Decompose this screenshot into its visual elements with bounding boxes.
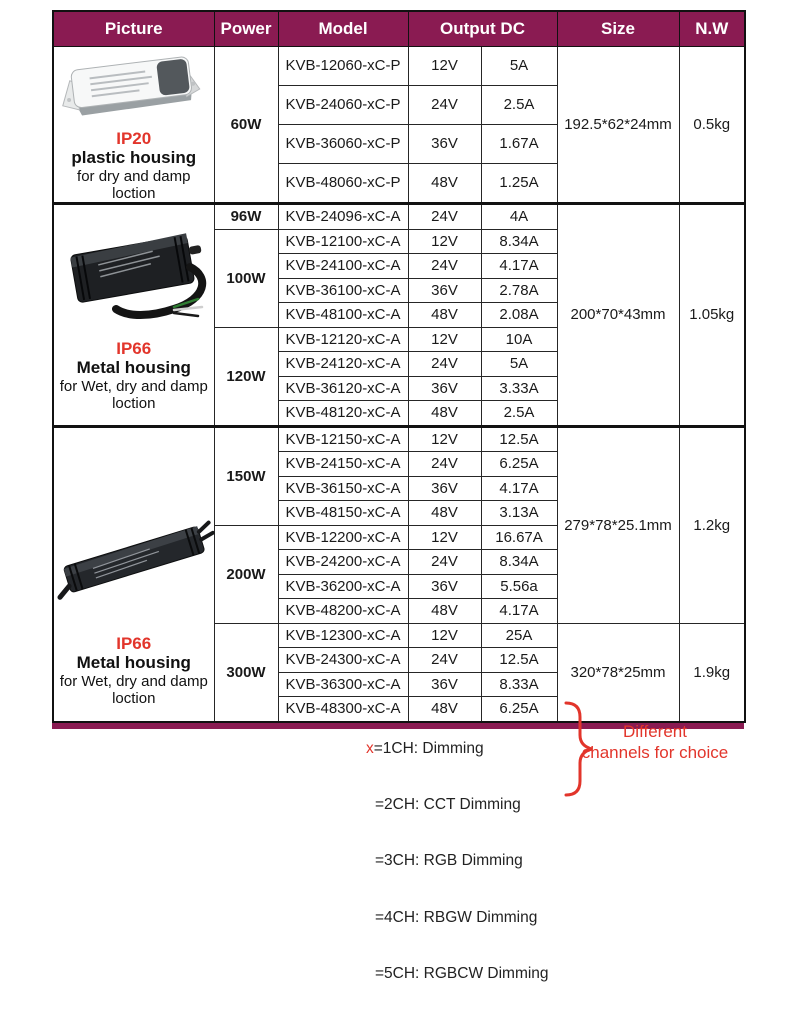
voltage-cell: 24V <box>408 204 481 230</box>
plastic-driver-photo <box>59 47 209 129</box>
usage-label: loction <box>112 185 156 202</box>
voltage-cell: 12V <box>408 229 481 254</box>
table-row <box>53 204 745 230</box>
current-cell: 12.5A <box>481 426 557 452</box>
voltage-cell: 36V <box>408 672 481 697</box>
voltage-cell: 36V <box>408 574 481 599</box>
header-row <box>53 11 745 47</box>
current-cell: 8.34A <box>481 229 557 254</box>
model-cell: KVB-36200-xC-A <box>278 574 408 599</box>
current-cell: 2.5A <box>481 401 557 427</box>
nw-cell: 1.05kg <box>679 204 745 427</box>
usage-label: loction <box>112 689 156 707</box>
current-cell: 8.34A <box>481 550 557 575</box>
current-cell: 6.25A <box>481 452 557 477</box>
power-cell: 120W <box>214 327 278 426</box>
model-cell: KVB-12060-xC-P <box>278 47 408 86</box>
power-cell: 60W <box>214 47 278 204</box>
model-cell: KVB-24100-xC-A <box>278 254 408 279</box>
voltage-cell: 12V <box>408 426 481 452</box>
size-cell: 320*78*25mm <box>557 623 679 722</box>
size-cell: 192.5*62*24mm <box>557 47 679 204</box>
size-cell: 279*78*25.1mm <box>557 426 679 623</box>
picture-cell-plastic <box>53 47 214 204</box>
voltage-cell: 36V <box>408 124 481 163</box>
channel-options-list <box>366 702 549 1022</box>
ip-rating-label: IP66 <box>116 633 152 653</box>
current-cell: 2.5A <box>481 85 557 124</box>
channel-line: =3CH: RGB Dimming <box>375 852 523 870</box>
voltage-cell: 24V <box>408 352 481 377</box>
model-cell: KVB-36060-xC-P <box>278 124 408 163</box>
voltage-cell: 12V <box>408 525 481 550</box>
model-cell: KVB-12150-xC-A <box>278 426 408 452</box>
model-cell: KVB-12300-xC-A <box>278 623 408 648</box>
col-header-output-dc: Output DC <box>408 11 557 47</box>
voltage-cell: 36V <box>408 476 481 501</box>
current-cell: 2.78A <box>481 278 557 303</box>
channels-note <box>576 721 734 763</box>
current-cell: 6.25A <box>481 697 557 722</box>
model-cell: KVB-12120-xC-A <box>278 327 408 352</box>
current-cell: 3.13A <box>481 501 557 526</box>
voltage-cell: 48V <box>408 401 481 427</box>
model-cell: KVB-24060-xC-P <box>278 85 408 124</box>
voltage-cell: 24V <box>408 550 481 575</box>
col-header-power: Power <box>214 11 278 47</box>
voltage-cell: 48V <box>408 501 481 526</box>
voltage-cell: 24V <box>408 85 481 124</box>
model-cell: KVB-24120-xC-A <box>278 352 408 377</box>
channels-note-line: Different <box>623 722 687 741</box>
current-cell: 5A <box>481 352 557 377</box>
voltage-cell: 12V <box>408 623 481 648</box>
voltage-cell: 12V <box>408 327 481 352</box>
ip-rating-label: IP20 <box>116 129 152 148</box>
model-cell: KVB-48100-xC-A <box>278 303 408 328</box>
power-cell: 96W <box>214 204 278 230</box>
current-cell: 8.33A <box>481 672 557 697</box>
voltage-cell: 48V <box>408 697 481 722</box>
model-cell: KVB-36300-xC-A <box>278 672 408 697</box>
housing-type-label: Metal housing <box>76 652 191 672</box>
housing-type-label: plastic housing <box>71 148 197 167</box>
current-cell: 2.08A <box>481 303 557 328</box>
usage-label: for dry and damp <box>77 168 191 185</box>
voltage-cell: 24V <box>408 648 481 673</box>
current-cell: 4A <box>481 204 557 230</box>
channels-note-line: channels for choice <box>581 743 729 762</box>
current-cell: 1.67A <box>481 124 557 163</box>
usage-label: for Wet, dry and damp <box>59 672 208 690</box>
model-cell: KVB-48200-xC-A <box>278 599 408 624</box>
current-cell: 10A <box>481 327 557 352</box>
model-cell: KVB-36100-xC-A <box>278 278 408 303</box>
model-cell: KVB-48120-xC-A <box>278 401 408 427</box>
current-cell: 12.5A <box>481 648 557 673</box>
current-cell: 4.17A <box>481 599 557 624</box>
metal-driver-long-photo <box>56 484 211 634</box>
channel-line: =2CH: CCT Dimming <box>375 795 521 813</box>
model-cell: KVB-24150-xC-A <box>278 452 408 477</box>
voltage-cell: 24V <box>408 254 481 279</box>
usage-label: loction <box>112 395 156 413</box>
size-cell: 200*70*43mm <box>557 204 679 427</box>
current-cell: 5.56a <box>481 574 557 599</box>
table-row <box>53 426 745 452</box>
voltage-cell: 48V <box>408 599 481 624</box>
model-cell: KVB-36150-xC-A <box>278 476 408 501</box>
spec-table-wrap <box>52 10 744 729</box>
model-cell: KVB-24300-xC-A <box>278 648 408 673</box>
channel-line: =4CH: RBGW Dimming <box>375 908 538 926</box>
model-cell: KVB-48150-xC-A <box>278 501 408 526</box>
channel-line: x=1CH: Dimming <box>366 739 484 757</box>
current-cell: 4.17A <box>481 476 557 501</box>
power-cell: 100W <box>214 229 278 327</box>
metal-driver-photo <box>56 217 211 339</box>
model-cell: KVB-24200-xC-A <box>278 550 408 575</box>
usage-label: for Wet, dry and damp <box>59 378 208 396</box>
ip-rating-label: IP66 <box>116 339 152 359</box>
nw-cell: 1.9kg <box>679 623 745 722</box>
model-cell: KVB-24096-xC-A <box>278 204 408 230</box>
voltage-cell: 48V <box>408 163 481 203</box>
voltage-cell: 24V <box>408 452 481 477</box>
nw-cell: 1.2kg <box>679 426 745 623</box>
x-variable: x <box>366 739 374 757</box>
col-header-model: Model <box>278 11 408 47</box>
housing-type-label: Metal housing <box>76 358 191 378</box>
voltage-cell: 36V <box>408 278 481 303</box>
col-header-nw: N.W <box>679 11 745 47</box>
spec-table <box>52 10 746 723</box>
current-cell: 25A <box>481 623 557 648</box>
voltage-cell: 12V <box>408 47 481 86</box>
model-cell: KVB-36120-xC-A <box>278 376 408 401</box>
model-cell: KVB-48300-xC-A <box>278 697 408 722</box>
power-cell: 150W <box>214 426 278 525</box>
power-cell: 200W <box>214 525 278 623</box>
model-cell: KVB-12200-xC-A <box>278 525 408 550</box>
nw-cell: 0.5kg <box>679 47 745 204</box>
power-cell: 300W <box>214 623 278 722</box>
voltage-cell: 48V <box>408 303 481 328</box>
col-header-picture: Picture <box>53 11 214 47</box>
col-header-size: Size <box>557 11 679 47</box>
current-cell: 5A <box>481 47 557 86</box>
model-cell: KVB-48060-xC-P <box>278 163 408 203</box>
channel-line: =5CH: RGBCW Dimming <box>375 965 549 983</box>
table-row <box>53 47 745 86</box>
picture-cell-metal-long <box>53 426 214 722</box>
voltage-cell: 36V <box>408 376 481 401</box>
picture-cell-metal-short <box>53 204 214 427</box>
model-cell: KVB-12100-xC-A <box>278 229 408 254</box>
current-cell: 1.25A <box>481 163 557 203</box>
current-cell: 16.67A <box>481 525 557 550</box>
current-cell: 4.17A <box>481 254 557 279</box>
current-cell: 3.33A <box>481 376 557 401</box>
